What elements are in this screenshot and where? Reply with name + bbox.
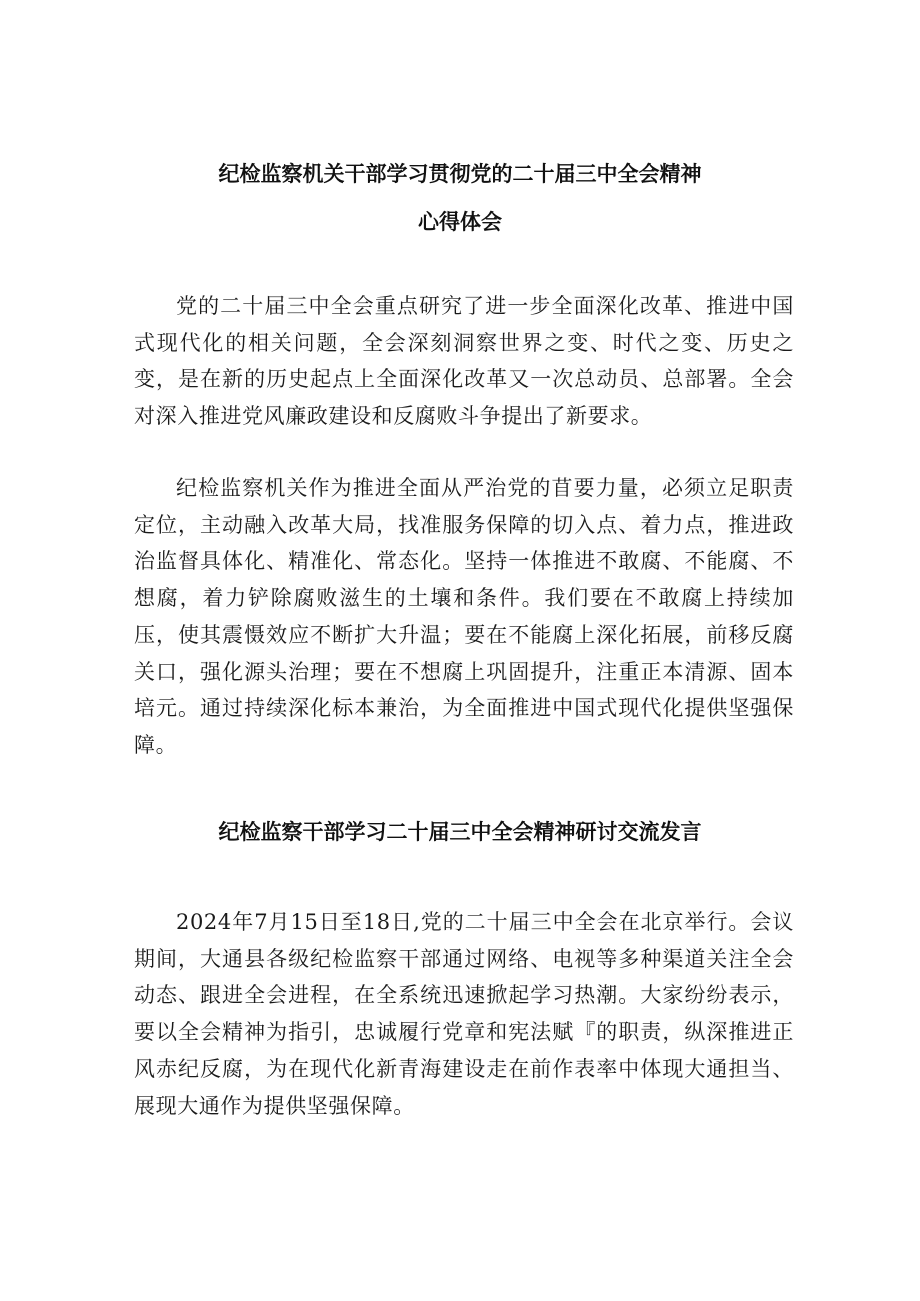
section1-paragraph-1: 党的二十届三中全会重点研究了进一步全面深化改革、推进中国式现代化的相关问题，全会深刻洞察世界之变、时代之变、历史之变，是在新的历史起点上全面深化改革又一次总动员、总部署。全会对深入推进党风廉政建设和反腐败斗争提出了新要求。 [134, 294, 794, 429]
section1-paragraph-2: 纪检监察机关作为推进全面从严治党的苜要力量，必须立足职责定位，主动融入改革大局，找准服务保障的切入点、着力点，推进政治监督具体化、精准化、常态化。坚持一体推进不敢腐、不能腐、不想腐，着力铲除腐败滋生的土壤和条件。我们要在不敢腐上持续加压，使其震慑效应不断扩大升温；要在不能腐上深化拓展，前移反腐关口，强化源头治理；要在不想腐上巩固提升，注重正本清源、固本培元。通过持续深化标本兼治，为全面推进中国式现代化提供坚强保障。 [134, 476, 794, 757]
section2-paragraph-1: 2024年7月15日至18日,党的二十届三中全会在北京举行。会议期间，大通县各级纪检监察干部通过网络、电视等多种渠道关注全会动态、跟进全会进程，在全系统迅速掀起学习热潮。大家纷纷表示，要以全会精神为指引，忠诚履行党章和宪法赋『的职责，纵深推进正风赤纪反腐，为在现代化新青海建设走在前作表率中体现大通担当、展现大通作为提供坚强保障。 [134, 910, 794, 1118]
section1-title-line2: 心得体会 [418, 210, 502, 234]
section2-title: 纪检监察干部学习二十届三中全会精神研讨交流发言 [218, 820, 702, 844]
section1-title-line1: 纪检监察机关干部学习贯彻党的二十届三中全会精神 [218, 162, 702, 186]
